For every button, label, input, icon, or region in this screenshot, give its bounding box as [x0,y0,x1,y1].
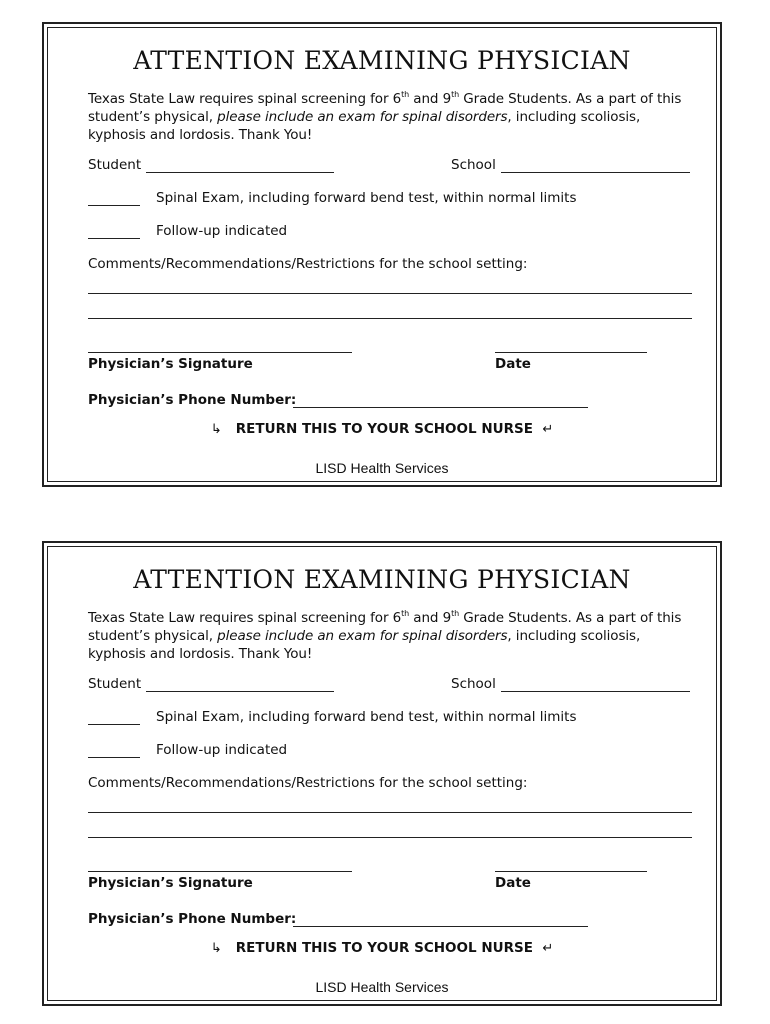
screening-form-1 [42,22,722,487]
student-label: Student [88,157,142,173]
school-label: School [451,676,496,692]
form-title: ATTENTION EXAMINING PHYSICIAN [133,46,631,75]
comments-line-1[interactable] [88,293,692,294]
followup-option: Follow-up indicated [156,223,288,239]
signature-label: Physician’s Signature [88,356,253,372]
comments-line-2[interactable] [88,837,692,838]
phone-label: Physician’s Phone Number: [88,392,297,408]
comments-line-1[interactable] [88,812,692,813]
signature-field[interactable] [88,871,352,872]
phone-label: Physician’s Phone Number: [88,911,297,927]
student-field[interactable] [146,172,334,173]
school-field[interactable] [501,172,690,173]
followup-checkline[interactable] [88,238,140,239]
school-field[interactable] [501,691,690,692]
intro-paragraph: Texas State Law requires spinal screening for 6th and 9th Grade Students. As a part of this student’s physical, please include an exam for spinal disorders, including scoliosis, kyphosis and lordosis. Thank You! [88,609,682,662]
return-text: RETURN THIS TO YOUR SCHOOL NURSE [235,940,533,956]
return-arrow-right-icon: ↵ [542,941,554,956]
followup-checkline[interactable] [88,757,140,758]
return-instruction [44,940,720,956]
spinal-exam-option: Spinal Exam, including forward bend test, within normal limits [156,709,577,725]
date-label: Date [495,875,531,891]
phone-field[interactable] [293,926,588,927]
return-arrow-right-icon: ↵ [542,422,554,437]
footer-text: LISD Health Services [315,460,449,476]
intro-paragraph: Texas State Law requires spinal screening for 6th and 9th Grade Students. As a part of this student’s physical, please include an exam for spinal disorders, including scoliosis, kyphosis and lordosis. Thank You! [88,90,682,143]
comments-label: Comments/Recommendations/Restrictions for the school setting: [88,775,528,791]
date-field[interactable] [495,871,647,872]
return-arrow-left-icon: ↳ [210,941,222,956]
spinal-exam-checkline[interactable] [88,205,140,206]
intro-emphasis: please include an exam for spinal disorders [217,628,508,644]
school-label: School [451,157,496,173]
student-field[interactable] [146,691,334,692]
followup-option: Follow-up indicated [156,742,288,758]
spinal-exam-checkline[interactable] [88,724,140,725]
date-label: Date [495,356,531,372]
comments-label: Comments/Recommendations/Restrictions for the school setting: [88,256,528,272]
form-title: ATTENTION EXAMINING PHYSICIAN [133,565,631,594]
screening-form-2 [42,541,722,1006]
phone-field[interactable] [293,407,588,408]
comments-line-2[interactable] [88,318,692,319]
spinal-exam-option: Spinal Exam, including forward bend test, within normal limits [156,190,577,206]
student-label: Student [88,676,142,692]
return-instruction [44,421,720,437]
footer-text: LISD Health Services [315,979,449,995]
return-arrow-left-icon: ↳ [210,422,222,437]
signature-label: Physician’s Signature [88,875,253,891]
return-text: RETURN THIS TO YOUR SCHOOL NURSE [235,421,533,437]
date-field[interactable] [495,352,647,353]
signature-field[interactable] [88,352,352,353]
intro-emphasis: please include an exam for spinal disorders [217,109,508,125]
